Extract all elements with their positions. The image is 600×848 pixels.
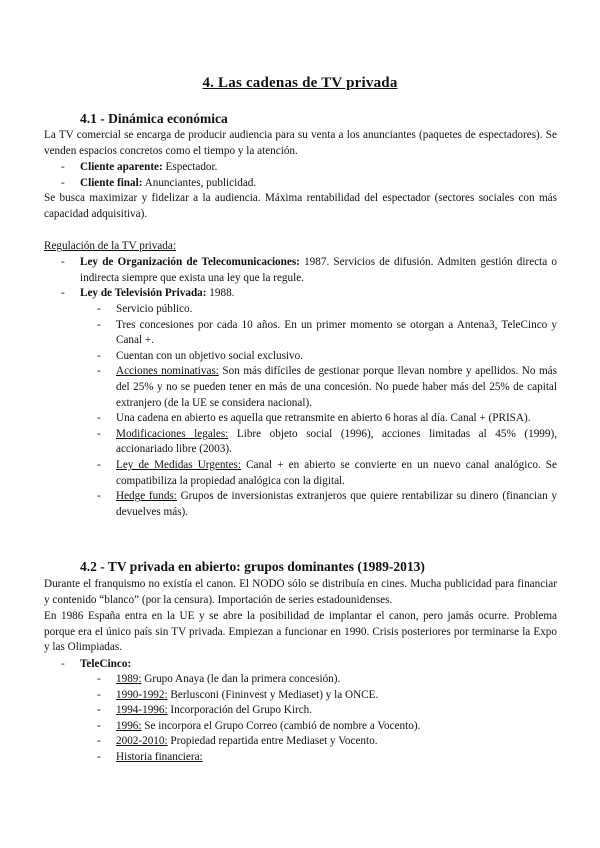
law-label: Ley de Organización de Telecomunicaciones: (80, 256, 300, 268)
item-text: Tres concesiones por cada 10 años. En un primer momento se otorgan a Antena3, TeleCinco y Canal +. (116, 318, 557, 347)
paragraph-franquismo: Durante el franquismo no existía el canon. El NODO sólo se distribuía en cines. Mucha publicidad para financiar y contenido “blanco” (por la censura). Importación de series estadounidenses. (44, 578, 557, 606)
list-item (116, 411, 557, 427)
list-item (116, 349, 557, 365)
list-item-label: Cliente aparente: (80, 161, 163, 173)
item-text: Son más difíciles de gestionar porque llevan nombre y apellidos. No más del 25% y no se pueden tener en más de una concesión. No puede haber más del 25% de capital extranjero (de la UE se considera nacional). (116, 365, 557, 409)
list-item (80, 160, 557, 176)
section-heading-4-1: 4.1 - Dinámica económica (80, 111, 228, 126)
item-label: Historia financiera: (116, 750, 203, 763)
item-text: Canal + en abierto se convierte en un nuevo canal analógico. Se compatibiliza la propiedad analógica con la digital. (116, 458, 557, 487)
list-item (116, 302, 557, 318)
list-item-text: Anunciantes, publicidad. (142, 176, 257, 189)
telecinco-label: TeleCinco: (80, 658, 132, 670)
item-label: 1996: (116, 719, 142, 732)
item-text: Propiedad repartida entre Mediaset y Vocento. (167, 735, 378, 748)
item-text: Libre objeto social (1996), acciones limitadas al 45% (1999), accionariado libre (2003). (116, 427, 557, 456)
item-label: Modificaciones legales: (116, 427, 229, 440)
paragraph-1986: En 1986 España entra en la UE y se abre la posibilidad de implantar el canon, pero jamás ocurre. Problema porque era el único país sin TV privada. Empiezan a funcionar en 1990. Crisis posteriores por terminarse la Expo y las Olimpiadas. (44, 610, 557, 654)
clients-list (80, 160, 557, 191)
regulation-subtitle-text: Regulación de la TV privada: (44, 240, 176, 252)
section-heading-4-2: 4.2 - TV privada en abierto: grupos dominantes (1989-2013) (80, 559, 425, 574)
regulation-subtitle (44, 239, 557, 255)
list-item (80, 286, 557, 302)
item-label: 1989: (116, 673, 142, 685)
item-text: Se incorpora el Grupo Correo (cambió de nombre a Vocento). (141, 719, 421, 732)
telecinco-list (80, 657, 557, 673)
item-text: Grupo Anaya (le dan la primera concesión). (141, 673, 341, 685)
item-text: Berlusconi (Fininvest y Mediaset) y la ONCE. (167, 688, 379, 701)
list-item (80, 255, 557, 286)
list-item-text: Espectador. (162, 161, 218, 173)
list-item (116, 703, 557, 719)
telecinco-sublist (116, 672, 557, 766)
list-item (116, 364, 557, 411)
list-item (116, 734, 557, 750)
law-text: 1988. (206, 287, 235, 300)
item-label: 1994-1996: (116, 704, 168, 717)
item-text: Servicio público. (116, 303, 193, 315)
list-item (80, 176, 557, 192)
paragraph-goal: Se busca maximizar y fidelizar a la audiencia. Máxima rentabilidad del espectador (sectores sociales con más capacidad adquisitiva). (44, 192, 557, 220)
laws-list (80, 255, 557, 302)
item-label: 1990-1992: (116, 688, 168, 701)
list-item (116, 750, 557, 766)
item-text: Cuentan con un objetivo social exclusivo. (116, 349, 304, 362)
item-text: Una cadena en abierto es aquella que retransmite en abierto 6 horas al día. Canal + (PRISA). (116, 412, 531, 425)
list-item (80, 657, 557, 673)
list-item (116, 318, 557, 349)
list-item (116, 427, 557, 458)
list-item (116, 719, 557, 735)
list-item (116, 672, 557, 688)
paragraph-intro: La TV comercial se encarga de producir audiencia para su venta a los anunciantes (paquetes de espectadores). Se venden espacios concretos como el tiempo y la atención. (44, 129, 557, 157)
list-item (116, 688, 557, 704)
item-label: Ley de Medidas Urgentes: (116, 458, 241, 471)
item-text: Incorporación del Grupo Kirch. (167, 704, 313, 717)
item-label: Acciones nominativas: (116, 365, 219, 378)
list-item (116, 458, 557, 489)
list-item (116, 489, 557, 520)
list-item-label: Cliente final: (80, 176, 143, 189)
item-label: 2002-2010: (116, 735, 168, 748)
page-title: 4. Las cadenas de TV privada (202, 75, 398, 91)
law-label: Ley de Televisión Privada: (80, 287, 207, 300)
item-text: Grupos de inversionistas extranjeros que quiere rentabilizar su dinero (financian y devuelves más). (116, 490, 557, 518)
law2-sublist (116, 302, 557, 520)
item-label: Hedge funds: (116, 490, 177, 503)
law-text: 1987. Servicios de difusión. Admiten gestión directa o indirecta siempre que exista una ley que la regule. (80, 256, 557, 284)
